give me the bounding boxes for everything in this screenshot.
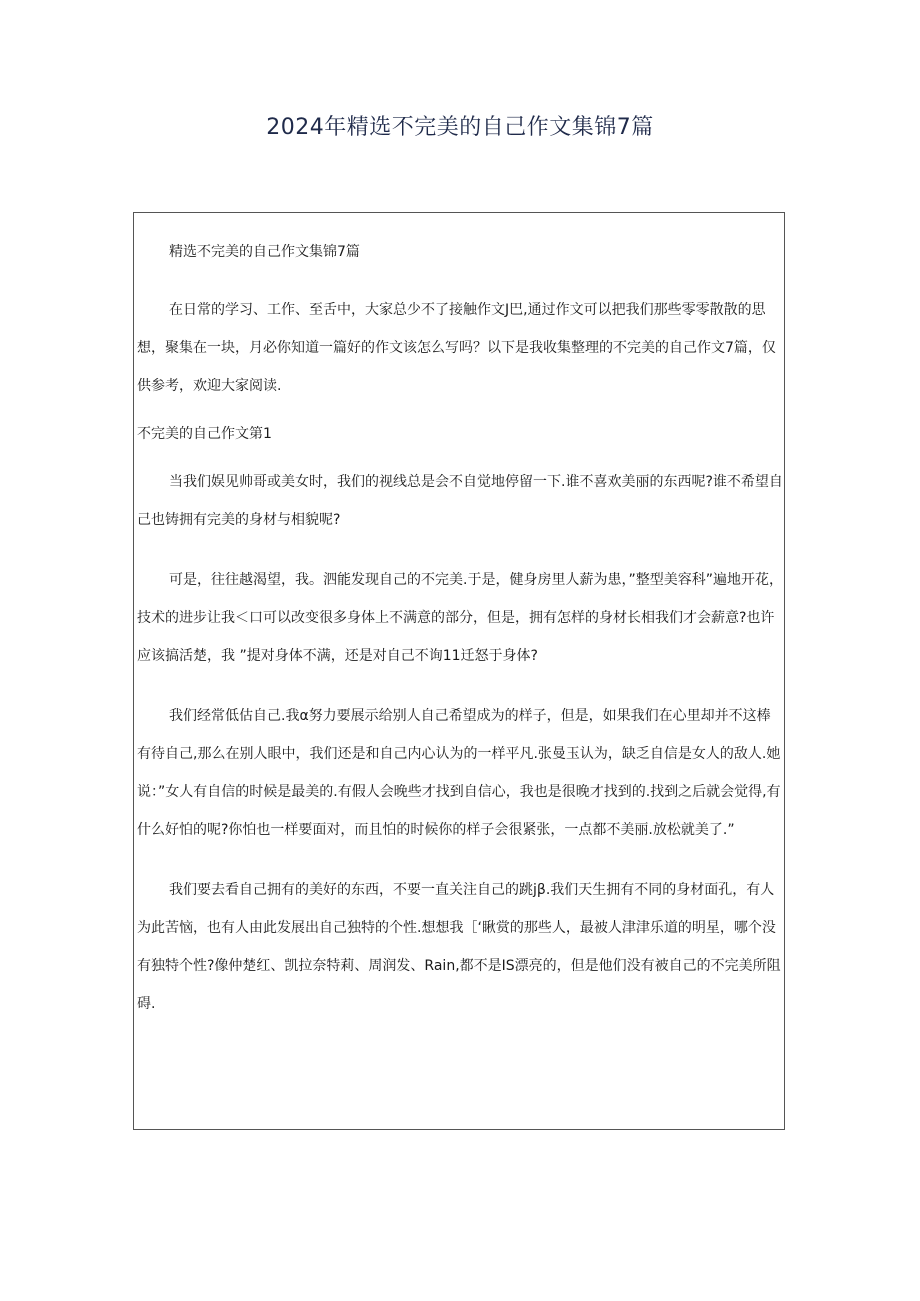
- article-subtitle: 精选不完美的自己作文集锦7篇: [169, 244, 360, 260]
- body-paragraph-2: 可是，往往越渴望，我。泗能发现自己的不完美.于是，健身房里人薪为患，”整型美容科”遍地开花，技术的进步让我＜口可以改变很多身体上不满意的部分，但是，拥有怎样的身材长相我们才会薪意?也许应该搞活楚，我 ”提对身体不满，还是对自己不询11迁怒于身体?: [137, 572, 783, 664]
- body-paragraph-3: 我们经常低估自己.我α努力要展示给别人自己希望成为的样子，但是，如果我们在心里却并不这棒有待自己,那么在别人眼中，我们还是和自己内心认为的一样平凡.张曼玉认为，缺乏自信是女人的敌人.她说：”女人有自信的时候是最美的.有假人会晚些才找到自信心，我也是很晚才找到的.找到之后就会觉得,有什么好怕的呢?你怕也一样要面对，而且怕的时候你的样子会很紧张，一点都不美丽.放松就美了.”: [137, 708, 781, 838]
- document-title: 2024年精选不完美的自己作文集锦7篇: [266, 115, 654, 140]
- article-body: [137, 233, 783, 1045]
- section-heading: 不完美的自己作文第1: [137, 426, 272, 442]
- intro-paragraph: 在日常的学习、工作、至舌中，大家总少不了接触作文J巴,通过作文可以把我们那些零零散散的思想，聚集在一块，月必你知道一篇好的作文该怎么写吗？以下是我收集整理的不完美的自己作文7篇，仅供参考，欢迎大家阅读.: [137, 302, 776, 394]
- body-paragraph-1: 当我们娱见帅哥或美女时，我们的视线总是会不自觉地停留一下.谁不喜欢美丽的东西呢?谁不希望自己也铸拥有完美的身材与相貌呢?: [137, 474, 783, 528]
- content-frame: [133, 212, 785, 1130]
- body-paragraph-4: 我们要去看自己拥有的美好的东西，不要一直关注自己的跳jβ.我们天生拥有不同的身材面孔，有人为此苦恼，也有人由此发展出自己独特的个性.想想我［‘瞅赏的那些人，最被人津津乐道的明星，哪个没有独特个性?像仲楚红、凯拉奈特莉、周润发、Rain,都不是IS漂亮的，但是他们没有被自己的不完美所阻碍.: [137, 882, 781, 1012]
